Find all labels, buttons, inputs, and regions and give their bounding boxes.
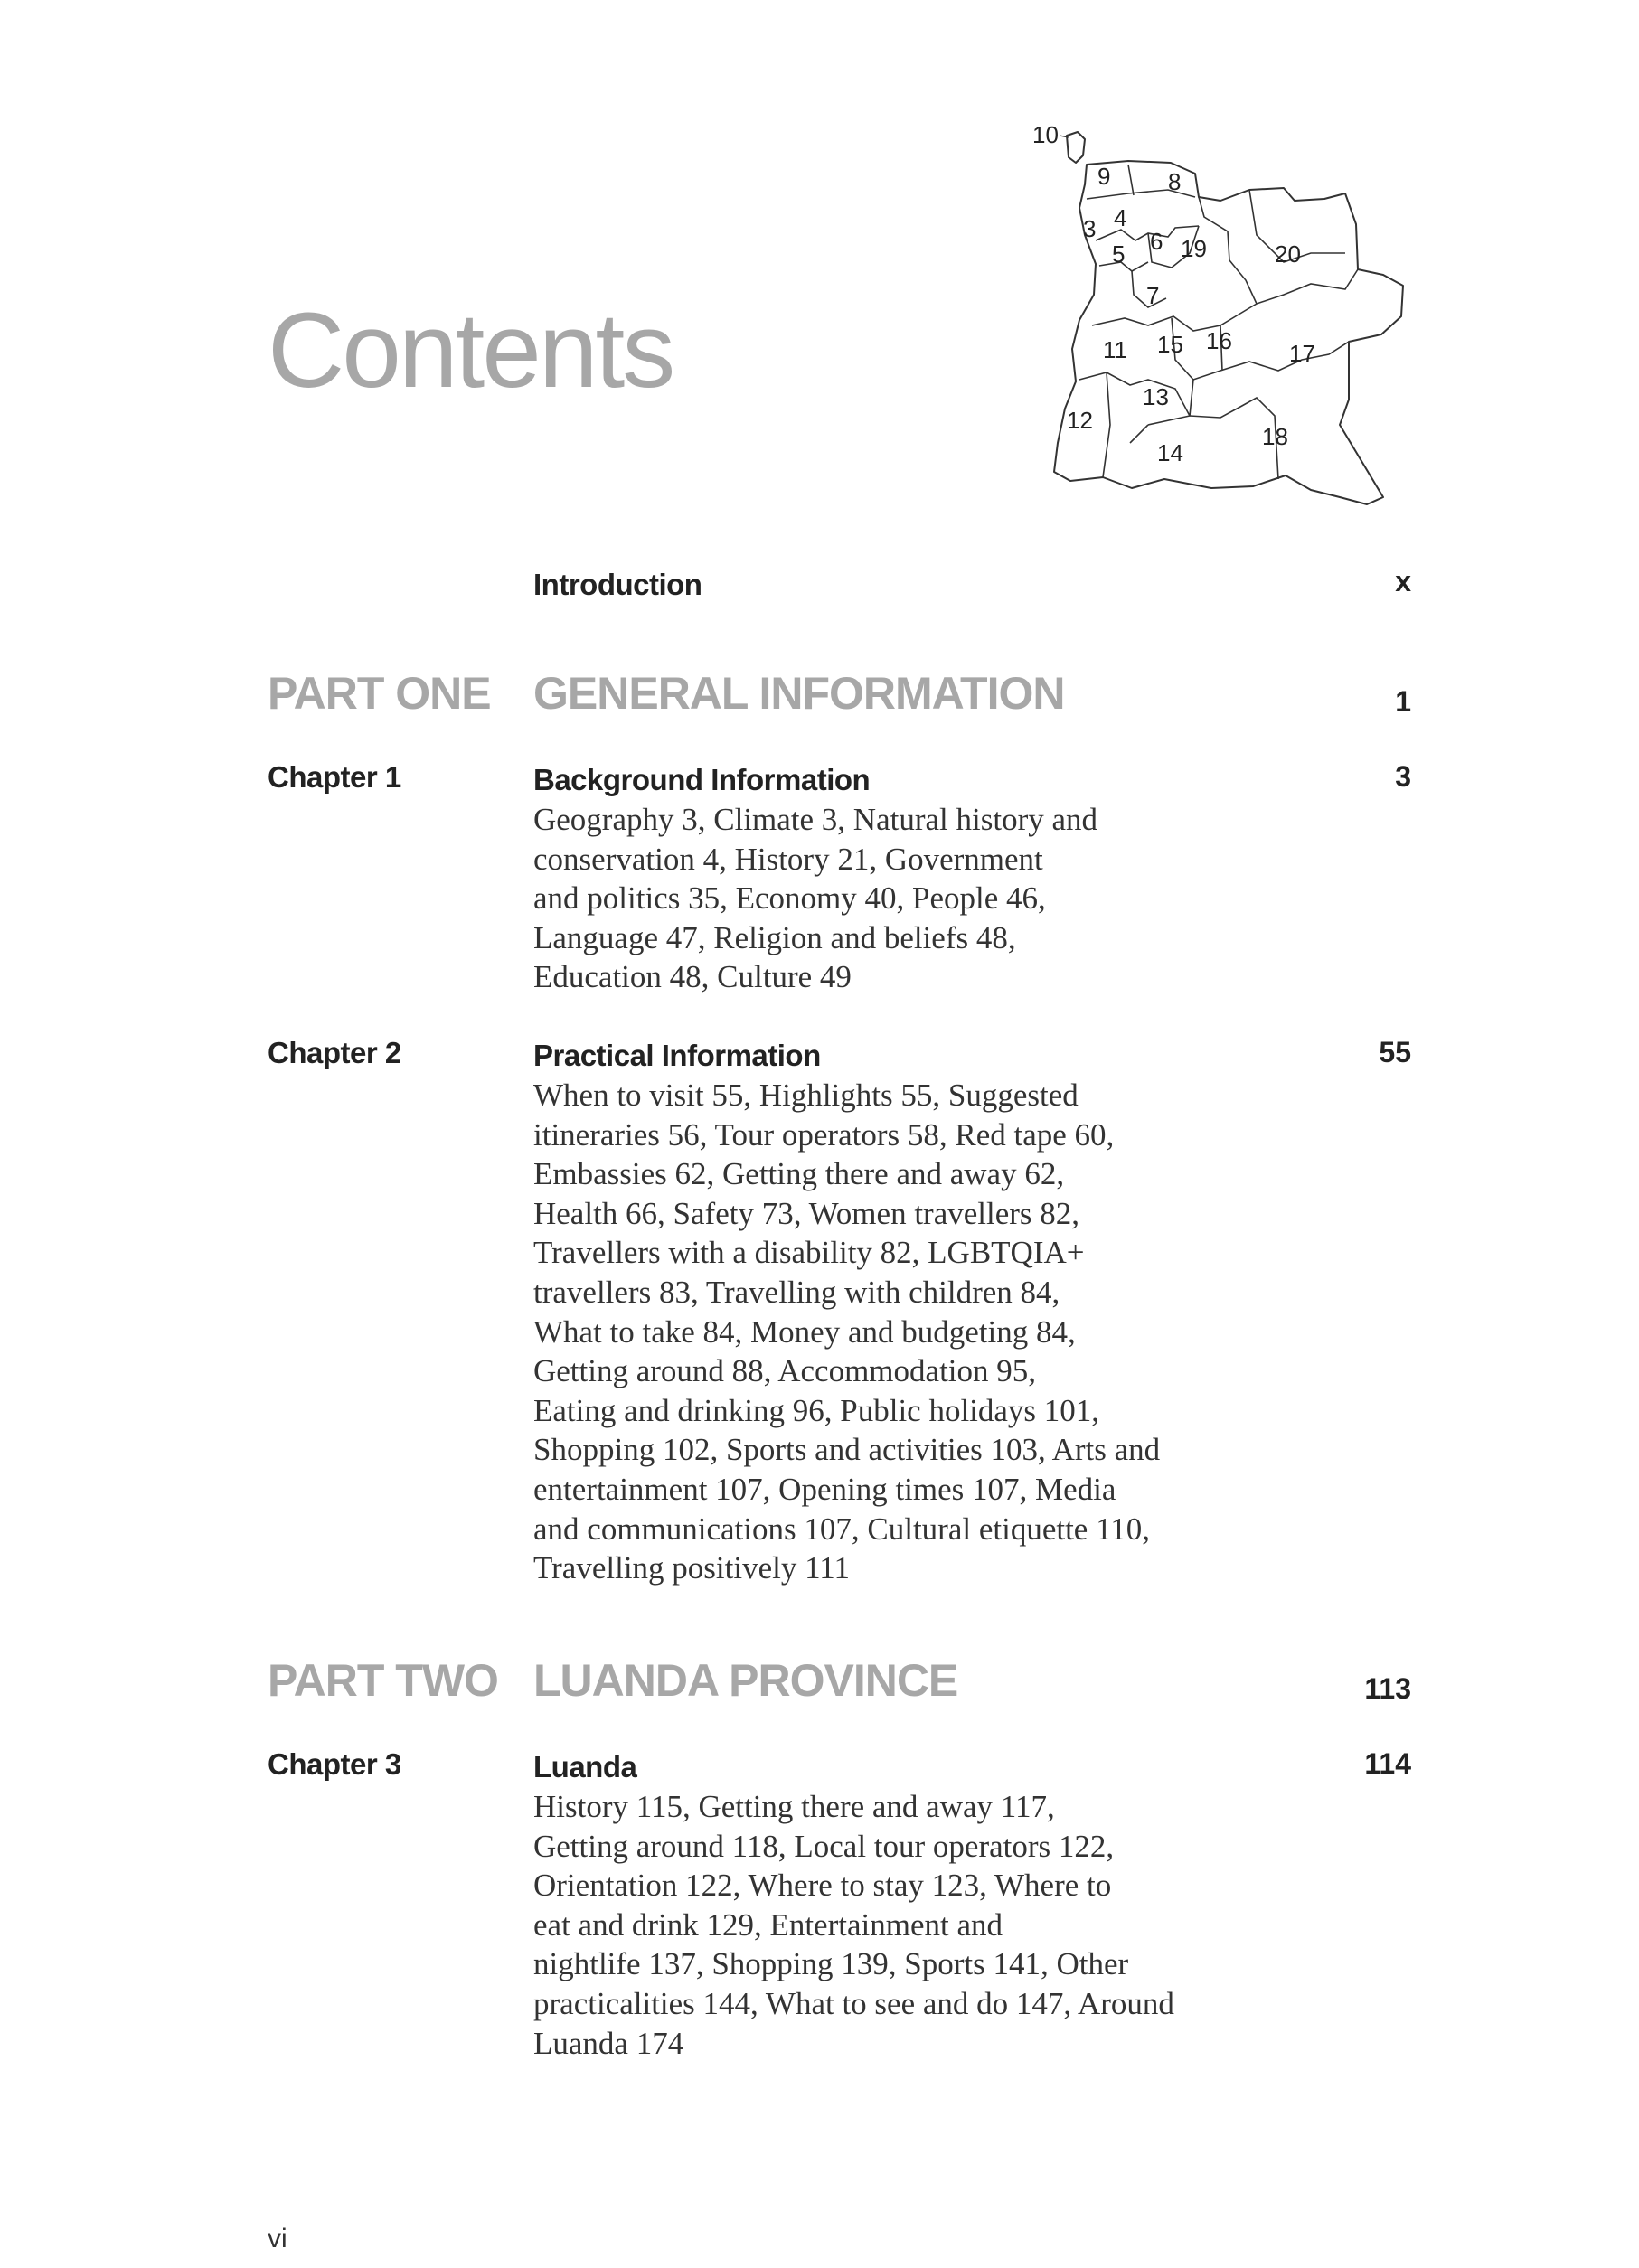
map-label-5: 5	[1112, 240, 1126, 268]
part-title: GENERAL INFORMATION	[533, 668, 1065, 719]
topic-line: entertainment 107, Opening times 107, Media	[533, 1471, 1116, 1507]
topic-line: and communications 107, Cultural etiquette 110,	[533, 1510, 1151, 1547]
map-label-8: 8	[1168, 168, 1182, 195]
topic-line: itineraries 56, Tour operators 58, Red tape 60,	[533, 1116, 1115, 1153]
map-label-20: 20	[1275, 240, 1301, 268]
page-number: vi	[268, 2224, 287, 2254]
map-svg	[1013, 118, 1446, 515]
topic-line: Orientation 122, Where to stay 123, Where to	[533, 1868, 1112, 1904]
topic-line: Language 47, Religion and beliefs 48,	[533, 919, 1016, 955]
angola-province-map	[1013, 118, 1446, 515]
topic-line: Eating and drinking 96, Public holidays 101,	[533, 1392, 1100, 1428]
map-label-6: 6	[1150, 228, 1163, 255]
chapter-page: 55	[1379, 1036, 1411, 1068]
introduction-title: Introduction	[533, 568, 702, 601]
topic-line: What to take 84, Money and budgeting 84,	[533, 1313, 1076, 1350]
chapter-page: 3	[1395, 760, 1411, 793]
map-label-13: 13	[1143, 383, 1169, 410]
topic-line: Getting around 118, Local tour operators 122,	[533, 1828, 1115, 1864]
topic-line: History 115, Getting there and away 117,	[533, 1789, 1055, 1824]
topic-line: and politics 35, Economy 40, People 46,	[533, 880, 1046, 917]
map-label-10: 10	[1032, 121, 1059, 148]
chapter-title: Practical Information	[533, 1039, 821, 1072]
map-label-12: 12	[1067, 407, 1093, 434]
introduction-page: x	[1395, 565, 1411, 598]
topic-line: Education 48, Culture 49	[533, 959, 852, 995]
topic-line: Luanda 174	[533, 2025, 684, 2061]
chapter-label: Chapter 3	[268, 1747, 401, 1781]
part-page: 113	[1364, 1672, 1411, 1705]
chapter-title: Luanda	[533, 1750, 637, 1783]
map-region-10	[1067, 132, 1085, 163]
map-label-19: 19	[1181, 235, 1207, 262]
map-label-7: 7	[1146, 282, 1160, 309]
chapter-label: Chapter 1	[268, 760, 401, 794]
topic-line: Embassies 62, Getting there and away 62,	[533, 1156, 1065, 1192]
map-label-17: 17	[1289, 340, 1315, 367]
chapter-title: Background Information	[533, 763, 871, 796]
page-title: Contents	[268, 291, 673, 410]
topic-line: Health 66, Safety 73, Women travellers 82,	[533, 1195, 1080, 1231]
part-title: LUANDA PROVINCE	[533, 1655, 958, 1706]
topic-line: travellers 83, Travelling with children 84,	[533, 1274, 1060, 1310]
topic-line: eat and drink 129, Entertainment and	[533, 1906, 1003, 1943]
topic-line: When to visit 55, Highlights 55, Suggested	[533, 1078, 1079, 1113]
part-label: PART ONE	[268, 668, 491, 719]
map-label-15: 15	[1157, 331, 1183, 358]
topic-line: conservation 4, History 21, Government	[533, 841, 1043, 877]
part-page: 1	[1395, 685, 1411, 718]
part-label: PART TWO	[268, 1655, 498, 1706]
chapter-topics	[533, 800, 1257, 997]
topic-line: practicalities 144, What to see and do 147, Around	[533, 1985, 1174, 2021]
topic-line: nightlife 137, Shopping 139, Sports 141, Other	[533, 1946, 1129, 1982]
chapter-label: Chapter 2	[268, 1036, 401, 1069]
map-label-14: 14	[1157, 439, 1183, 466]
map-label-11: 11	[1103, 336, 1127, 363]
topic-line: Shopping 102, Sports and activities 103, Arts and	[533, 1432, 1161, 1468]
topic-line: Getting around 88, Accommodation 95,	[533, 1353, 1037, 1389]
map-label-3: 3	[1083, 215, 1097, 242]
map-label-9: 9	[1097, 163, 1111, 190]
map-label-16: 16	[1206, 327, 1232, 354]
map-label-4: 4	[1114, 204, 1127, 231]
topic-line: Travelling positively 111	[533, 1550, 850, 1586]
topic-line: Geography 3, Climate 3, Natural history and	[533, 802, 1098, 837]
topic-line: Travellers with a disability 82, LGBTQIA+	[533, 1235, 1085, 1271]
chapter-topics	[533, 1787, 1257, 2063]
chapter-page: 114	[1364, 1747, 1411, 1780]
chapter-topics	[533, 1076, 1257, 1588]
map-label-18: 18	[1262, 423, 1288, 450]
